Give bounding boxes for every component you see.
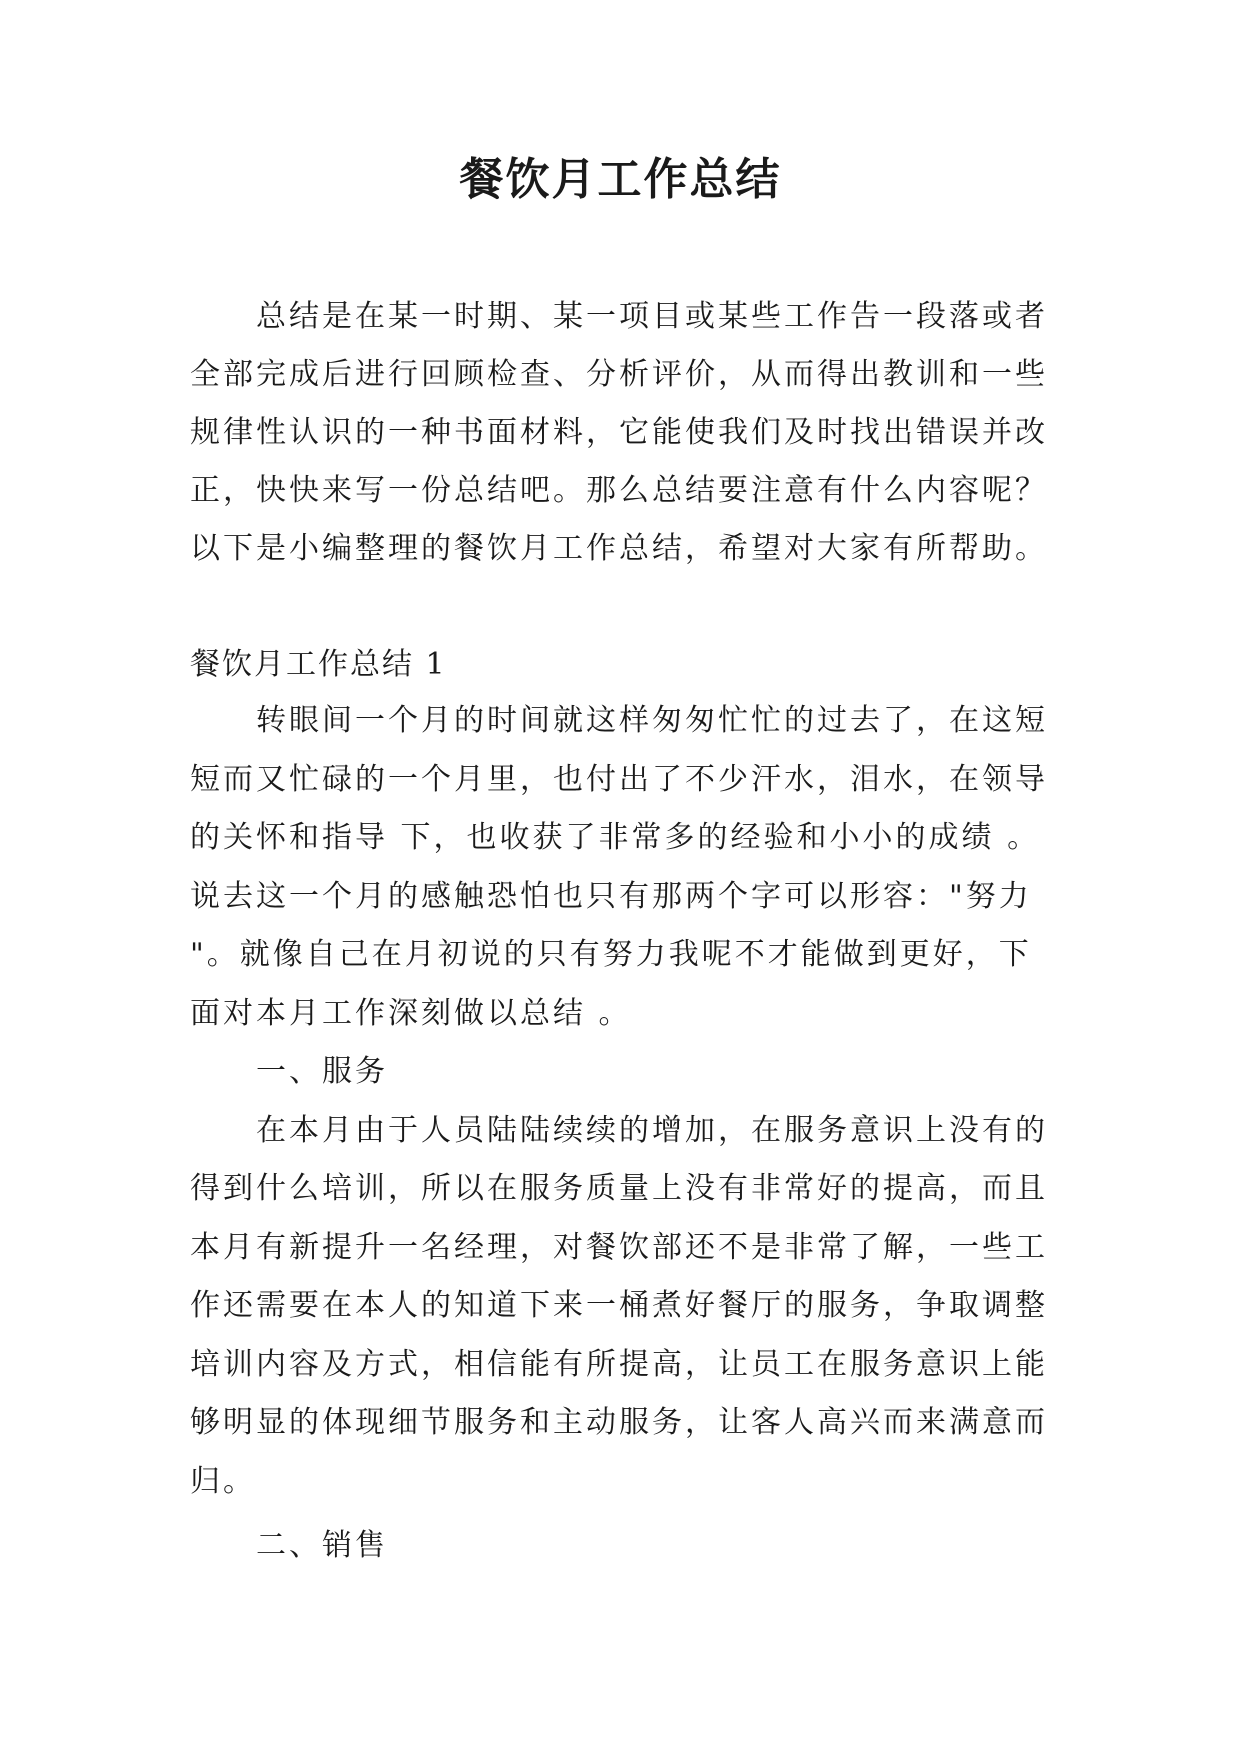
intro-line: 规律性认识的一种书面材料，它能使我们及时找出错误并改	[190, 415, 1048, 450]
para2-line: 得到什么培训，所以在服务质量上没有非常好的提高，而且	[190, 1171, 1048, 1206]
para1-line: 面对本月工作深刻做以总结 。	[190, 995, 632, 1031]
document-title: 餐饮月工作总结	[459, 154, 782, 205]
section-body	[190, 692, 1060, 1576]
para2-line: 归。	[190, 1463, 256, 1499]
para2-line: 作还需要在本人的知道下来一桶煮好餐厅的服务，争取调整	[190, 1288, 1048, 1323]
para2-line: 培训内容及方式，相信能有所提高，让员工在服务意识上能	[190, 1346, 1048, 1382]
para2-line: 本月有新提升一名经理，对餐饮部还不是非常了解，一些工	[190, 1229, 1048, 1265]
section-title: 餐饮月工作总结 1	[190, 647, 447, 682]
intro-paragraph	[190, 288, 1060, 578]
intro-line: 总结是在某一时期、某一项目或某些工作告一段落或者	[256, 299, 1048, 334]
service-heading: 一、服务	[256, 1054, 388, 1089]
para1-line: 转眼间一个月的时间就这样匆匆忙忙的过去了，在这短	[256, 703, 1048, 738]
intro-line: 以下是小编整理的餐饮月工作总结，希望对大家有所帮助。	[190, 531, 1048, 566]
para1-line: 说去这一个月的感触恐怕也只有那两个字可以形容："努力	[190, 878, 1032, 914]
para1-line: 短而又忙碌的一个月里，也付出了不少汗水，泪水，在领导	[190, 761, 1048, 797]
para2-line: 在本月由于人员陆陆续续的增加，在服务意识上没有的	[256, 1112, 1048, 1148]
para1-line: 的关怀和指导 下，也收获了非常多的经验和小小的成绩 。	[190, 820, 1041, 855]
intro-line: 正，快快来写一份总结吧。那么总结要注意有什么内容呢？	[190, 473, 1048, 508]
para2-line: 够明显的体现细节服务和主动服务，让客人高兴而来满意而	[190, 1405, 1048, 1440]
intro-line: 全部完成后进行回顾检查、分析评价，从而得出教训和一些	[190, 357, 1048, 392]
sales-heading: 二、销售	[256, 1528, 388, 1563]
para1-line: "。就像自己在月初说的只有努力我呢不才能做到更好，下	[190, 937, 1032, 972]
